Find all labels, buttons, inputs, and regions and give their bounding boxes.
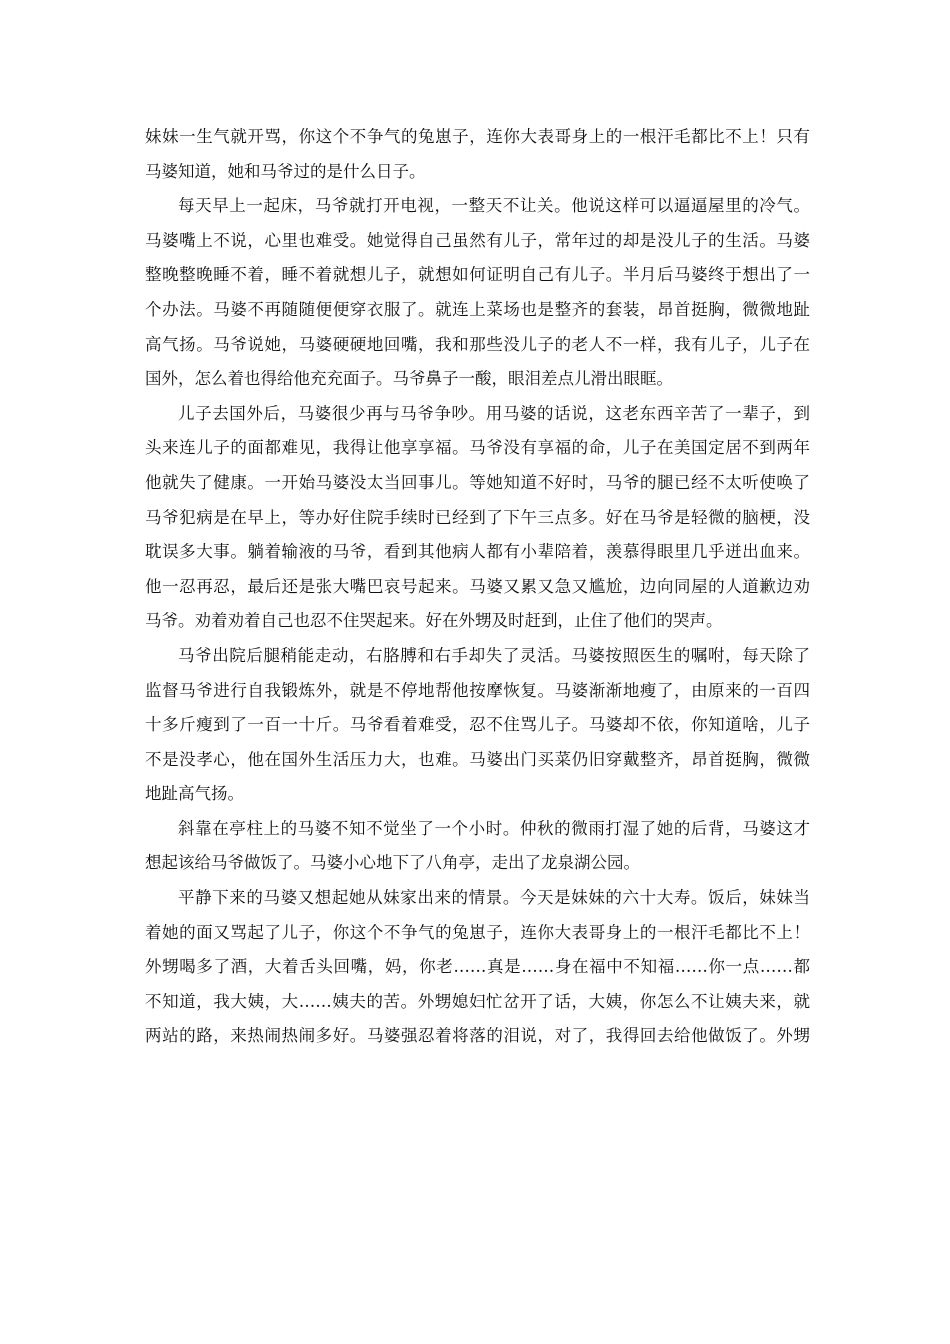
text-line: 国外，怎么着也得给他充充面子。马爷鼻子一酸，眼泪差点儿滑出眼眶。	[145, 369, 673, 389]
text-line: 高气扬。马爷说她，马婆硬硬地回嘴，我和那些没儿子的老人不一样，我有儿子，儿子在	[145, 334, 810, 354]
text-line: 着她的面又骂起了儿子，你这个不争气的兔崽子，连你大表哥身上的一根汗毛都比不上！	[145, 922, 810, 942]
text-line: 头来连儿子的面都难见，我得让他享享福。马爷没有享福的命，儿子在美国定居不到两年	[145, 438, 810, 458]
body-text	[145, 120, 810, 1054]
text-line: 整晚整晚睡不着，睡不着就想儿子，就想如何证明自己有儿子。半月后马婆终于想出了一	[145, 265, 810, 285]
text-line: 外甥喝多了酒，大着舌头回嘴，妈，你老……真是……身在福中不知福……你一点……都	[145, 957, 810, 977]
text-line: 他一忍再忍，最后还是张大嘴巴哀号起来。马婆又累又急又尴尬，边向同屋的人道歉边劝	[145, 576, 810, 596]
paragraph-first-line: 每天早上一起床，马爷就打开电视，一整天不让关。他说这样可以逼逼屋里的冷气。	[178, 196, 810, 216]
text-line: 马婆嘴上不说，心里也难受。她觉得自己虽然有儿子，常年过的却是没儿子的生活。马婆	[145, 230, 810, 250]
text-line: 妹妹一生气就开骂，你这个不争气的兔崽子，连你大表哥身上的一根汗毛都比不上！只有	[145, 127, 810, 146]
text-line: 马婆知道，她和马爷过的是什么日子。	[145, 161, 426, 181]
paragraph-first-line: 平静下来的马婆又想起她从妹家出来的情景。今天是妹妹的六十大寿。饭后，妹妹当	[178, 888, 810, 908]
text-line: 他就失了健康。一开始马婆没太当回事儿。等她知道不好时，马爷的腿已经不太听使唤了	[145, 472, 810, 492]
text-line: 十多斤瘦到了一百一十斤。马爷看着难受，忍不住骂儿子。马婆却不依，你知道啥，儿子	[145, 715, 810, 735]
text-line: 马爷。劝着劝着自己也忍不住哭起来。好在外甥及时赶到，止住了他们的哭声。	[145, 611, 723, 631]
text-line: 地趾高气扬。	[145, 784, 244, 804]
text-line: 不知道，我大姨，大……姨夫的苦。外甥媳妇忙岔开了话，大姨，你怎么不让姨夫来，就	[145, 991, 810, 1011]
paragraph-first-line: 儿子去国外后，马婆很少再与马爷争吵。用马婆的话说，这老东西辛苦了一辈子，到	[178, 403, 810, 423]
paragraph-first-line: 斜靠在亭柱上的马婆不知不觉坐了一个小时。仲秋的微雨打湿了她的后背，马婆这才	[178, 818, 810, 838]
paragraph-first-line: 马爷出院后腿稍能走动，右胳膊和右手却失了灵活。马婆按照医生的嘱咐，每天除了	[178, 645, 810, 665]
text-line: 个办法。马婆不再随随便便穿衣服了。就连上菜场也是整齐的套装，昂首挺胸，微微地趾	[145, 299, 810, 319]
text-line: 想起该给马爷做饭了。马婆小心地下了八角亭，走出了龙泉湖公园。	[145, 853, 640, 873]
text-line: 不是没孝心，他在国外生活压力大，也难。马婆出门买菜仍旧穿戴整齐，昂首挺胸，微微	[145, 749, 810, 769]
text-line: 两站的路，来热闹热闹多好。马婆强忍着将落的泪说，对了，我得回去给他做饭了。外甥	[145, 1026, 810, 1046]
text-line: 耽误多大事。躺着输液的马爷，看到其他病人都有小辈陪着，羡慕得眼里几乎迸出血来。	[145, 542, 810, 562]
text-line: 监督马爷进行自我锻炼外，就是不停地帮他按摩恢复。马婆渐渐地瘦了，由原来的一百四	[145, 680, 810, 700]
text-line: 马爷犯病是在早上，等办好住院手续时已经到了下午三点多。好在马爷是轻微的脑梗，没	[145, 507, 810, 527]
